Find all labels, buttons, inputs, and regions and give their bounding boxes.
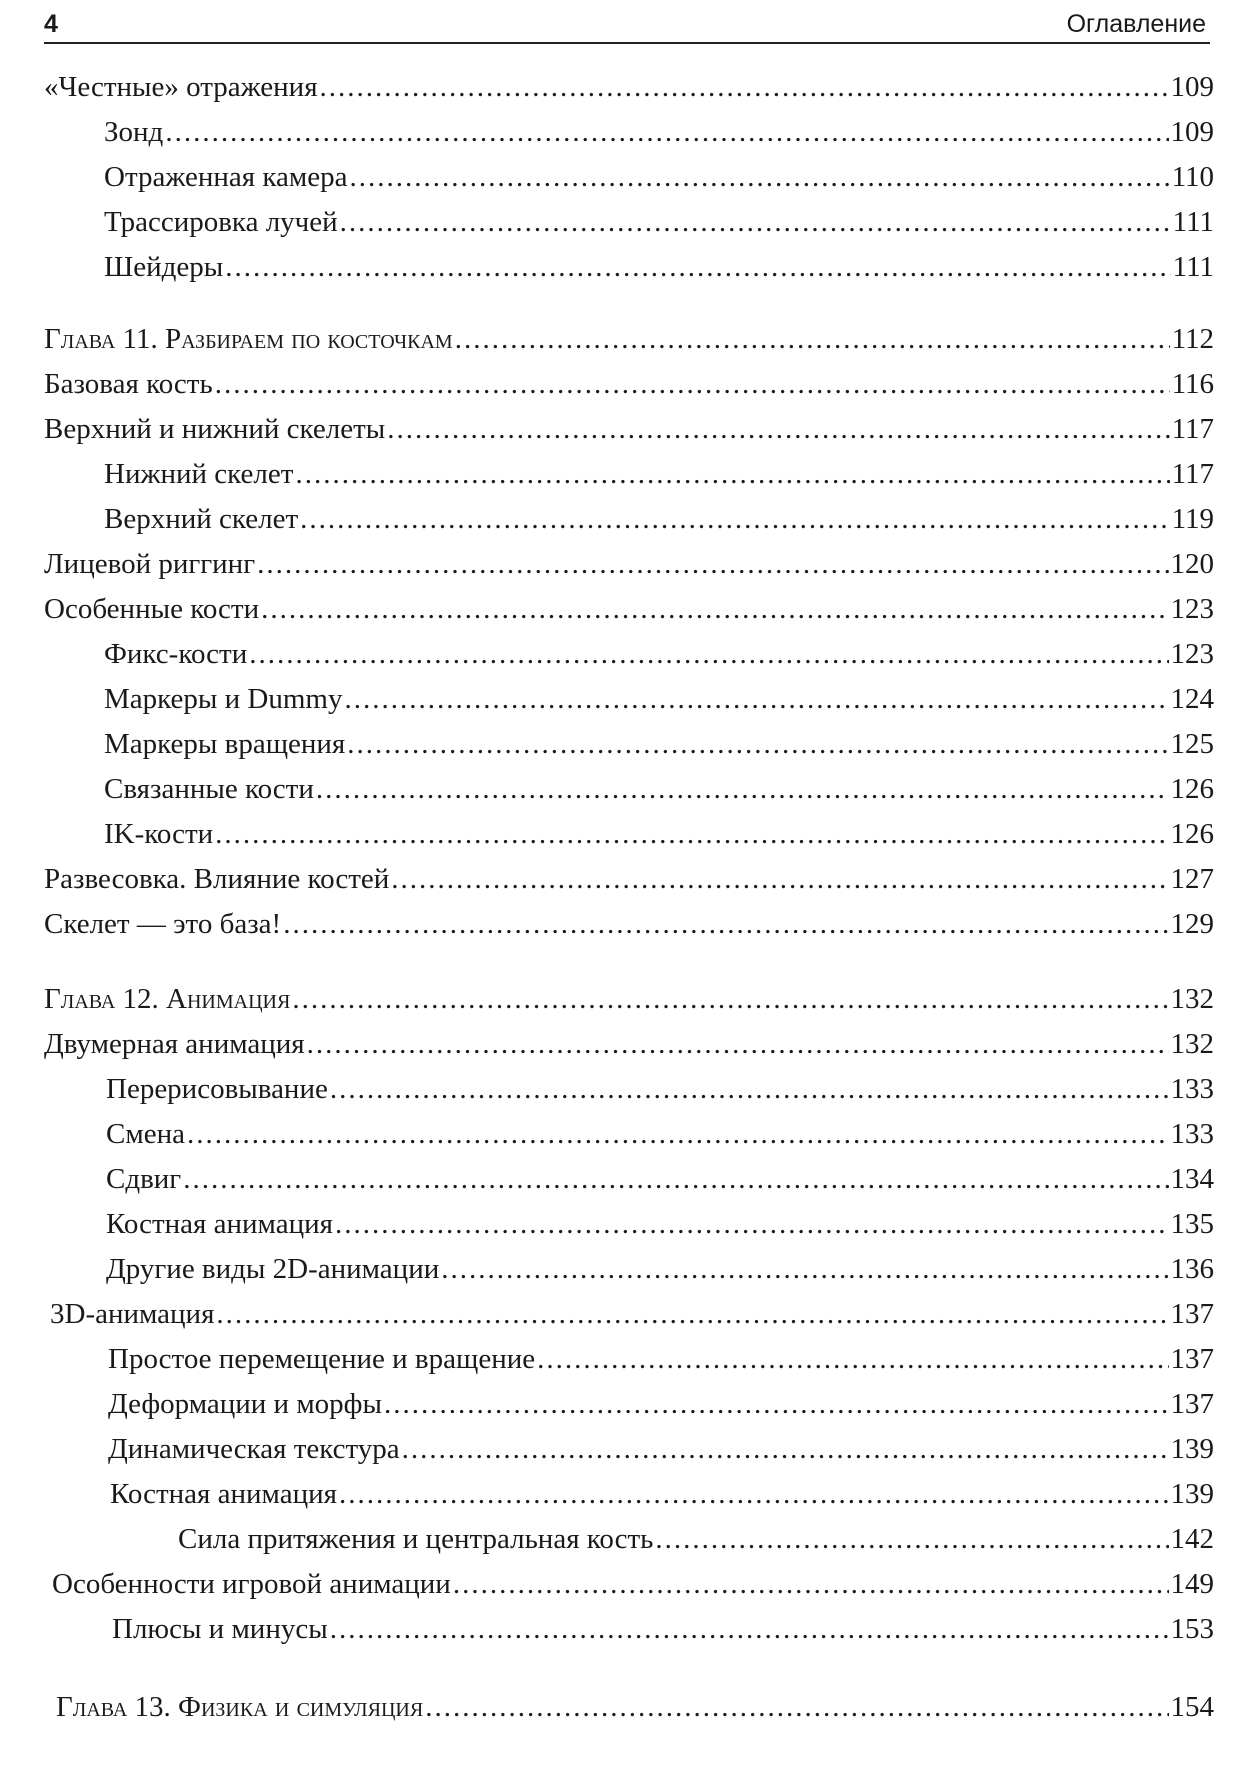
toc-entry-page: 109 (1170, 71, 1214, 103)
toc-entry-page: 126 (1170, 773, 1214, 805)
toc-entry-page: 116 (1171, 368, 1214, 400)
dot-leader (261, 590, 1168, 628)
dot-leader (391, 860, 1168, 898)
toc-entry-page: 139 (1170, 1478, 1214, 1510)
dot-leader (344, 680, 1168, 718)
toc-chapter-heading (44, 980, 1214, 1018)
toc-entry-title: Глава 11. Разбираем по косточкам (44, 323, 453, 355)
toc-entry-page: 153 (1170, 1613, 1214, 1645)
toc-entry-title: 3D-анимация (50, 1298, 215, 1330)
dot-leader (183, 1160, 1168, 1198)
toc-entry (108, 1385, 1214, 1423)
toc-entry (50, 1295, 1214, 1333)
toc-entry (104, 158, 1214, 196)
toc-entry-page: 133 (1170, 1073, 1214, 1105)
toc-entry-page: 135 (1170, 1208, 1214, 1240)
dot-leader (300, 500, 1169, 538)
page-number: 4 (44, 10, 58, 38)
toc-entry (178, 1520, 1214, 1558)
dot-leader (655, 1520, 1168, 1558)
dot-leader (330, 1070, 1169, 1108)
toc-entry (104, 500, 1214, 538)
toc-entry-title: Шейдеры (104, 251, 224, 283)
dot-leader (384, 1385, 1169, 1423)
toc-entry-title: Простое перемещение и вращение (108, 1343, 536, 1375)
toc-entry-title: Костная анимация (110, 1478, 337, 1510)
dot-leader (320, 68, 1169, 106)
toc-entry (104, 680, 1214, 718)
dot-leader (537, 1340, 1168, 1378)
dot-leader (425, 1688, 1168, 1726)
dot-leader (402, 1430, 1169, 1468)
toc-entry (108, 1340, 1214, 1378)
toc-entry (104, 725, 1214, 763)
toc-entry-title: Лицевой риггинг (44, 548, 256, 580)
dot-leader (307, 1025, 1169, 1063)
toc-entry-page: 126 (1170, 818, 1214, 850)
toc-entry (104, 248, 1214, 286)
toc-entry (44, 365, 1214, 403)
toc-entry-title: Смена (106, 1118, 185, 1150)
toc-entry (52, 1565, 1214, 1603)
toc-entry-page: 117 (1171, 458, 1214, 490)
toc-entry (106, 1070, 1214, 1108)
toc-entry (44, 1025, 1214, 1063)
toc-entry (104, 455, 1214, 493)
toc-entry-page: 111 (1172, 206, 1214, 238)
dot-leader (316, 770, 1169, 808)
toc-entry (108, 1430, 1214, 1468)
dot-leader (387, 410, 1169, 448)
toc-entry-title: Глава 13. Физика и симуляция (56, 1691, 424, 1723)
toc-entry-title: Двумерная анимация (44, 1028, 305, 1060)
toc-entry-page: 154 (1170, 1691, 1214, 1723)
dot-leader (340, 203, 1171, 241)
toc-entry-page: 132 (1170, 983, 1214, 1015)
running-header-title: Оглавление (1066, 10, 1206, 38)
toc-entry-page: 134 (1170, 1163, 1214, 1195)
toc-entry-page: 132 (1170, 1028, 1214, 1060)
toc-entry-title: Нижний скелет (104, 458, 294, 490)
toc-entry-title: Особенности игровой анимации (52, 1568, 451, 1600)
dot-leader (257, 545, 1168, 583)
toc-entry-page: 139 (1170, 1433, 1214, 1465)
toc-entry-title: Верхний скелет (104, 503, 299, 535)
dot-leader (187, 1115, 1169, 1153)
toc-chapter-heading (44, 320, 1214, 358)
toc-entry-page: 123 (1170, 593, 1214, 625)
toc-entry (112, 1610, 1214, 1648)
toc-entry (104, 203, 1214, 241)
toc-entry-page: 149 (1170, 1568, 1214, 1600)
toc-entry (106, 1205, 1214, 1243)
toc-entry-page: 133 (1170, 1118, 1214, 1150)
toc-entry (106, 1160, 1214, 1198)
toc-entry-page: 125 (1170, 728, 1214, 760)
dot-leader (215, 815, 1168, 853)
toc-entry-title: Перерисовывание (106, 1073, 328, 1105)
dot-leader (339, 1475, 1169, 1513)
toc-entry-title: Костная анимация (106, 1208, 333, 1240)
toc-entry-title: Развесовка. Влияние костей (44, 863, 390, 895)
toc-entry-page: 137 (1170, 1298, 1214, 1330)
dot-leader (453, 1565, 1169, 1603)
dot-leader (295, 455, 1169, 493)
toc-entry-title: Глава 12. Анимация (44, 983, 291, 1015)
toc-entry-title: Маркеры и Dummy (104, 683, 343, 715)
dot-leader (441, 1250, 1168, 1288)
toc-entry (110, 1475, 1214, 1513)
toc-entry (44, 860, 1214, 898)
dot-leader (292, 980, 1168, 1018)
toc-entry-title: Другие виды 2D-анимации (106, 1253, 440, 1285)
dot-leader (215, 365, 1170, 403)
toc-entry-title: Плюсы и минусы (112, 1613, 328, 1645)
dot-leader (349, 158, 1169, 196)
toc-entry-page: 142 (1170, 1523, 1214, 1555)
toc-entry (104, 113, 1214, 151)
toc-entry-page: 123 (1170, 638, 1214, 670)
toc-entry-title: IK-кости (104, 818, 214, 850)
toc-entry (106, 1115, 1214, 1153)
dot-leader (216, 1295, 1168, 1333)
toc-entry-title: Отраженная камера (104, 161, 348, 193)
toc-entry (44, 545, 1214, 583)
dot-leader (330, 1610, 1169, 1648)
toc-entry-page: 127 (1170, 863, 1214, 895)
toc-entry-title: Связанные кости (104, 773, 314, 805)
toc-entry-title: Скелет — это база! (44, 908, 282, 940)
dot-leader (455, 320, 1170, 358)
toc-entry-page: 120 (1170, 548, 1214, 580)
dot-leader (347, 725, 1168, 763)
toc-entry-title: Зонд (104, 116, 164, 148)
toc-chapter-heading (56, 1688, 1214, 1726)
toc-entry-page: 112 (1171, 323, 1214, 355)
toc-entry-page: 117 (1171, 413, 1214, 445)
toc-entry-title: Деформации и морфы (108, 1388, 382, 1420)
toc-entry-title: Верхний и нижний скелеты (44, 413, 386, 445)
toc-entry (106, 1250, 1214, 1288)
dot-leader (283, 905, 1168, 943)
dot-leader (249, 635, 1168, 673)
toc-entry-title: Динамическая текстура (108, 1433, 400, 1465)
dot-leader (335, 1205, 1169, 1243)
toc-entry-page: 137 (1170, 1388, 1214, 1420)
toc-entry (104, 770, 1214, 808)
toc-entry (104, 635, 1214, 673)
toc-entry (44, 590, 1214, 628)
toc-entry (44, 410, 1214, 448)
toc-entry-title: Базовая кость (44, 368, 213, 400)
toc-entry-title: Маркеры вращения (104, 728, 346, 760)
toc-entry-title: Трассировка лучей (104, 206, 338, 238)
toc-entry-page: 137 (1170, 1343, 1214, 1375)
toc-entry-title: Фикс-кости (104, 638, 248, 670)
toc-entry (44, 905, 1214, 943)
toc-entry-title: Сила притяжения и центральная кость (178, 1523, 654, 1555)
toc-entry-page: 129 (1170, 908, 1214, 940)
toc-entry-page: 119 (1171, 503, 1214, 535)
toc-entry-page: 136 (1170, 1253, 1214, 1285)
toc-entry-page: 124 (1170, 683, 1214, 715)
toc-entry-page: 111 (1172, 251, 1214, 283)
dot-leader (225, 248, 1170, 286)
toc-entry-title: Сдвиг (106, 1163, 182, 1195)
toc-entry (104, 815, 1214, 853)
toc-entry-title: «Честные» отражения (44, 71, 318, 103)
toc-entry-page: 109 (1170, 116, 1214, 148)
dot-leader (165, 113, 1168, 151)
toc-entry-title: Особенные кости (44, 593, 260, 625)
toc-entry (44, 68, 1214, 106)
toc-entry-page: 110 (1171, 161, 1214, 193)
